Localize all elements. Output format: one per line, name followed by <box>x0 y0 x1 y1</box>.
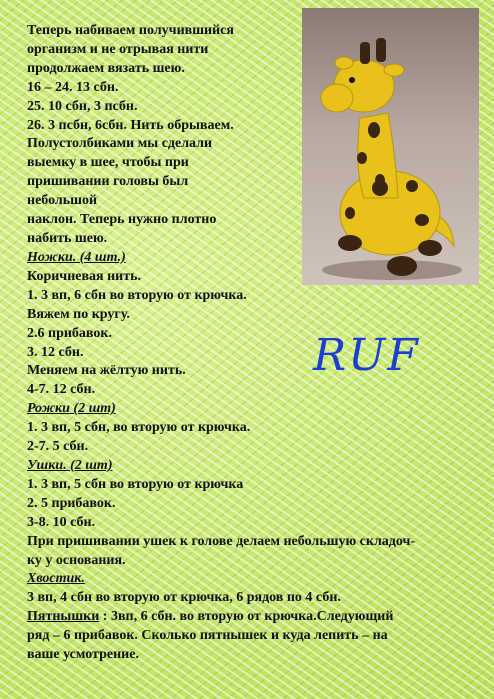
instructions-text <box>27 249 415 665</box>
text-line: выемку в шее, чтобы при <box>27 155 189 171</box>
giraffe-photo <box>302 8 479 285</box>
text-line: ку у основания. <box>27 552 126 568</box>
text-line: 16 – 24. 13 сбн. <box>27 79 119 95</box>
spots-line <box>27 608 415 627</box>
intro-text <box>27 22 234 249</box>
text-line: 4-7. 12 сбн. <box>27 382 96 398</box>
text-line: Полустолбиками мы сделали <box>27 136 213 152</box>
text-line: Меняем на жёлтую нить. <box>27 363 186 379</box>
spots-heading: Пятнышки <box>27 609 100 625</box>
text-line: наклон. Теперь нужно плотно <box>27 212 217 228</box>
text-line: Теперь набиваем получившийся <box>27 23 234 38</box>
tail-heading: Хвостик. <box>27 571 85 587</box>
text-line: набить шею. <box>27 230 108 246</box>
text-line: 3 вп, 4 сбн во вторую от крючка, 6 рядов по 4 сбн. <box>27 590 341 606</box>
text-line: ряд – 6 прибавок. Сколько пятнышек и куда лепить – на <box>27 628 388 644</box>
text-line: 2. 5 прибавок. <box>27 495 116 511</box>
spots-first-text: : 3вп, 6 сбн. во вторую от крючка.Следующий <box>99 609 394 625</box>
text-line: пришивании головы был <box>27 174 189 190</box>
text-line: Коричневая нить. <box>27 268 142 284</box>
author-signature: RUF <box>313 330 420 381</box>
text-line: небольшой <box>27 193 98 209</box>
text-line: 2-7. 5 сбн. <box>27 439 89 455</box>
text-line: 26. 3 псбн, 6сбн. Нить обрываем. <box>27 117 234 133</box>
horns-heading: Рожки (2 шт) <box>27 401 116 417</box>
text-line: 25. 10 сбн, 3 псбн. <box>27 98 138 114</box>
text-line: 1. 3 вп, 5 сбн во вторую от крючка <box>27 476 244 492</box>
text-line: 2.6 прибавок. <box>27 325 112 341</box>
ears-heading: Ушки. (2 шт) <box>27 457 113 473</box>
text-line: Вяжем по кругу. <box>27 306 130 322</box>
text-line: ваше усмотрение. <box>27 647 139 663</box>
text-line: 1. 3 вп, 5 сбн, во вторую от крючка. <box>27 420 251 436</box>
text-line: 1. 3 вп, 6 сбн во вторую от крючка. <box>27 287 247 303</box>
text-line: организм и не отрывая нити <box>27 41 209 57</box>
text-line: 3-8. 10 сбн. <box>27 514 96 530</box>
legs-heading: Ножки. (4 шт.) <box>27 250 126 265</box>
text-line: При пришивании ушек к голове делаем небольшую складоч- <box>27 533 416 549</box>
text-line: продолжаем вязать шею. <box>27 60 185 76</box>
text-line: 3. 12 сбн. <box>27 344 84 360</box>
giraffe-illustration <box>302 8 479 285</box>
